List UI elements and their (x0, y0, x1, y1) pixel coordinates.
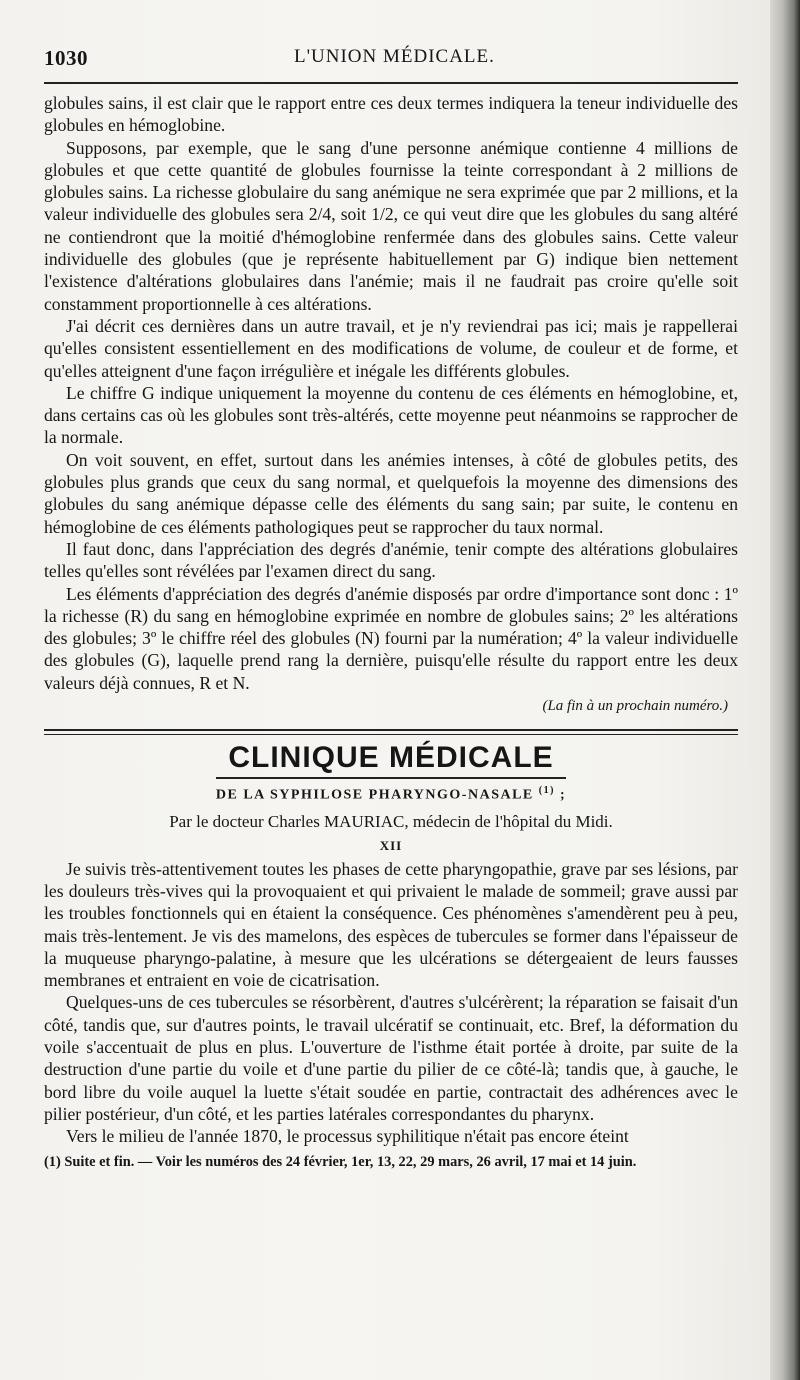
title-rule (216, 777, 566, 779)
page-header (44, 40, 738, 76)
clinique-section (44, 741, 738, 1148)
paragraph: Il faut donc, dans l'appréciation des degrés d'anémie, tenir compte des altérations globulaires telles qu'elles sont révélées par l'examen direct du sang. (44, 538, 738, 582)
page-edge (770, 0, 800, 1380)
paragraph: Je suivis très-attentivement toutes les phases de cette pharyngopathie, grave par ses lésions, par les douleurs très-vives qui la provoquaient et qui privaient le malade de sommeil; grave aussi par les troubles fonctionnels qui en étaient la conséquence. Ces phénomènes s'amendèrent peu à peu, mais très-lentement. Je vis des mamelons, des espèces de tubercules se former dans l'épaisseur de la muqueuse pharyngo-palatine, à mesure que les ulcérations se détergeaient de leurs fausses membranes et entraient en voie de cicatrisation. (44, 858, 738, 991)
paragraph: Quelques-uns de ces tubercules se résorbèrent, d'autres s'ulcérèrent; la réparation se faisait d'un côté, tandis que, sur d'autres points, le travail ulcératif se continuait, etc. Bref, la déformation du voile s'accentuait de plus en plus. L'ouverture de l'isthme était portée à droite, par suite de la destruction d'une partie du voile et d'une partie du pilier de ce côté-là; tandis que, à gauche, le bord libre du voile auquel la luette s'était soudée en partie, contractait des adhérences avec le pilier postérieur, d'un côté, et les parties latérales correspondantes du pharynx. (44, 992, 738, 1124)
paragraph: Vers le milieu de l'année 1870, le processus syphilitique n'était pas encore éteint (66, 1126, 629, 1147)
article-title-suffix: ; (559, 787, 567, 803)
paragraph: Le chiffre G indique uniquement la moyenne du contenu de ces éléments en hémoglobine, et, dans certains cas où les globules sont très-altérés, cette moyenne peut néanmoins se rapprocher de la normale. (44, 382, 738, 448)
part-number: XII (379, 837, 403, 853)
footnote-ref: (1) (538, 785, 555, 797)
paragraph: Supposons, par exemple, que le sang d'une personne anémique contienne 4 millions de globules et que cette quantité de globules fournisse la teinte correspondant à 2 millions de globules sains. La richesse globulaire du sang anémique ne sera exprimée que par 2 millions, et la valeur individuelle des globules sera 2/4, soit 1/2, ce qui veut dire que les globules du sang altéré ne contiendront que la moitié d'hémoglobine renfermée dans des globules sains. Cette valeur individuelle des globules (que je représente habituellement par G) indique bien nettement l'existence d'altérations globulaires dans l'anémie; mais il ne faudrait pas croire qu'elle soit constamment proportionnelle à ces altérations. (44, 137, 738, 314)
header-rule (44, 82, 738, 84)
section-divider (44, 729, 738, 735)
paragraph: On voit souvent, en effet, surtout dans les anémies intenses, à côté de globules petits, des globules plus grands que ceux du sang normal, et quelquefois la moyenne des dimensions des globules du sang anémique dépasse celle des éléments du sang sain; par suite, le contenu en hémoglobine de ces éléments pathologiques peut se rapprocher du taux normal. (44, 449, 738, 537)
paragraph: Les éléments d'appréciation des degrés d'anémie disposés par ordre d'importance sont donc : 1º la richesse (R) du sang en hémoglobine exprimée en nombre de globules sains; 2º les altérations des globules; 3º le chiffre réel des globules (N) fourni par la numération; 4º la valeur individuelle des globules (G), laquelle prend rang la dernière, puisqu'elle résulte du rapport entre les deux valeurs déjà connues, R et N. (44, 583, 738, 693)
continued-article (44, 92, 738, 715)
running-title: L'UNION MÉDICALE. (294, 46, 495, 67)
article-title-text: DE LA SYPHILOSE PHARYNGO-NASALE (215, 787, 534, 803)
paragraph: globules sains, il est clair que le rapport entre ces deux termes indiquera la teneur individuelle des globules en hémoglobine. (44, 93, 738, 136)
page-number: 1030 (44, 46, 88, 70)
author-line: Par le docteur Charles MAURIAC, médecin de l'hôpital du Midi. (169, 811, 613, 831)
article-title (44, 785, 738, 804)
page-content (44, 40, 738, 1171)
section-title: CLINIQUE MÉDICALE (228, 741, 554, 775)
continuation-note: (La fin à un prochain numéro.) (542, 698, 728, 715)
paragraph: J'ai décrit ces dernières dans un autre travail, et je n'y reviendrai pas ici; mais je rappellerai qu'elles consistent essentiellement en des modifications de volume, de couleur et de forme, et qu'elles atteignent d'une façon irrégulière et inégale les différents globules. (44, 315, 738, 381)
footnote: (1) Suite et fin. — Voir les numéros des 24 février, 1er, 13, 22, 29 mars, 26 avril, 17 mai et 14 juin. (44, 1153, 637, 1170)
